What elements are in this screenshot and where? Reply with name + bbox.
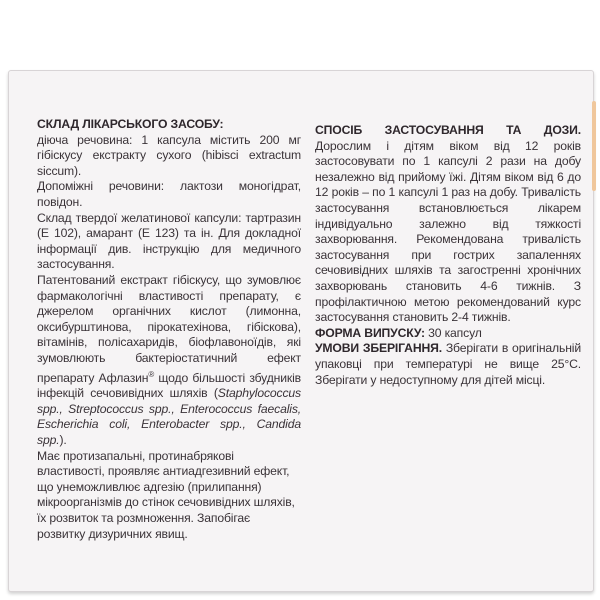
- form-title: ФОРМА ВИПУСКУ:: [315, 325, 425, 340]
- composition-section: [37, 117, 301, 179]
- form-text: 30 капсул: [424, 325, 482, 340]
- description-text-start: Патентований екстракт гібіскусу, що зумовлює фармакологічні властивості препарату, є джерелом органічних кислот (лимонна, оксибурштинова, пірокатехінова, гібіскова), вітамінів, полісахаридів, біофлавоноїдів, які зумовлюють бактеріостатичний ефект препарату Афлазин: [37, 272, 301, 385]
- right-column: [315, 123, 581, 388]
- description-text-end: ).: [59, 432, 67, 447]
- composition-capsule: Склад твердої желатинової капсули: тартразин (Е 102), амарант (Е 123) та ін. Для докладної інформації див. інструкцію для медичного застосування.: [37, 210, 301, 272]
- description-paragraph: [37, 273, 301, 449]
- dosage-text: Дорослим і дітям віком від 12 років застосовувати по 1 капсулі 2 рази на добу незалежно від прийому їжі. Дітям віком від 6 до 12 років – по 1 капсулі 1 раз на добу. Тривалість застосування встановлюється лікарем індивідуально залежно від тяжкості захворювання. Рекомендована тривалість застосування при гострих запаленнях сечовивідних шляхів та загостренні хронічних захворювань становить 4-6 тижнів. З профілактичною метою рекомендований курс застосування становить 2-4 тижнів.: [315, 138, 581, 325]
- storage-section: [315, 341, 581, 388]
- package-edge: [592, 101, 596, 191]
- dosage-section: [315, 123, 581, 326]
- package-box: [8, 70, 594, 592]
- dosage-title: СПОСІБ ЗАСТОСУВАННЯ ТА ДОЗИ.: [315, 123, 581, 137]
- description-text-mid: щодо більшості збудників інфекцій сечовивідних шляхів (: [37, 370, 301, 401]
- composition-title: СКЛАД ЛІКАРСЬКОГО ЗАСОБУ:: [37, 117, 224, 131]
- composition-active: діюча речовина: 1 капсула містить 200 мг гібіскусу екстракту сухого (hibisci extractum siccum).: [37, 132, 301, 178]
- form-section: [315, 326, 581, 342]
- storage-title: УМОВИ ЗБЕРІГАННЯ.: [315, 341, 442, 356]
- storage-text: Зберігати в оригінальній упаковці при температурі не вище 25°С. Зберігати у недоступному для дітей місці.: [315, 341, 581, 387]
- composition-excipients: Допоміжні речовини: лактози моногідрат, повідон.: [37, 179, 301, 209]
- pathogens-list: Staphylococcus spp., Streptococcus spp., Enterococcus faecalis, Escherichia coli, Enterobacter spp., Candida spp.: [37, 386, 301, 447]
- left-column: [37, 117, 301, 542]
- properties-text: Має протизапальні, протинабрякові властивості, проявляє антиадгезивний ефект, що унеможливлює адгезію (прилипання) мікроорганізмів до стінок сечовивідних шляхів, їх розвиток та розмноження. Запобігає розвитку дизуричних явищ.: [37, 448, 295, 541]
- registered-mark: ®: [148, 369, 155, 379]
